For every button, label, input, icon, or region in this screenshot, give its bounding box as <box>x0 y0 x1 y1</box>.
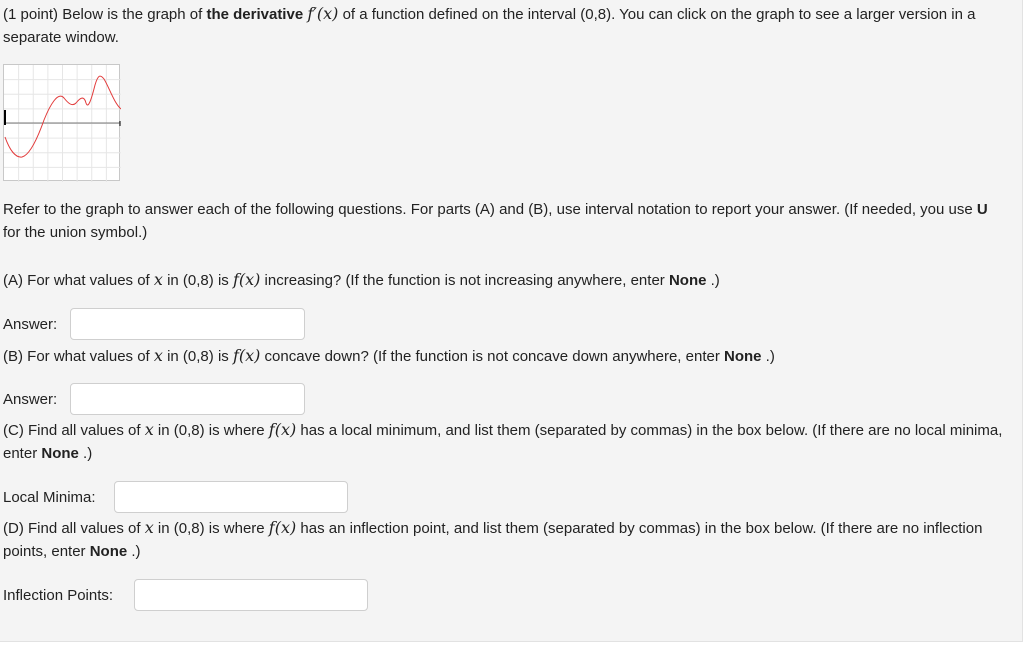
question-c: (C) Find all values of x in (0,8) is where f(x) has a local minimum, and list them (separated by commas) in the box below. (If there are no local minima, enter None .) <box>3 420 1003 462</box>
derivative-graph-thumbnail[interactable] <box>3 64 120 181</box>
question-d: (D) Find all values of x in (0,8) is where f(x) has an inflection point, and list them (separated by commas) in the box below. (If there are no inflection points, enter None .) <box>3 518 983 560</box>
answer-a-input[interactable] <box>70 308 305 340</box>
instructions-text: Refer to the graph to answer each of the following questions. For parts (A) and (B), use interval notation to report your answer. (If needed, you use U for the union symbol.) <box>3 201 988 241</box>
inflection-points-label: Inflection Points: <box>3 587 114 604</box>
fprime-math: f′(x) <box>307 4 339 23</box>
question-a: (A) For what values of x in (0,8) is f(x) increasing? (If the function is not increasing anywhere, enter None .) <box>3 270 720 289</box>
intro-text: (1 point) Below is the graph of the derivative f′(x) of a function defined on the interval (0,8). You can click on the graph to see a larger version in a separate window. <box>3 4 976 46</box>
derivative-graph-svg <box>4 65 121 182</box>
answer-a-label: Answer: <box>3 316 58 333</box>
answer-b-label: Answer: <box>3 391 58 408</box>
x-math: x <box>153 270 163 289</box>
inflection-points-input[interactable] <box>134 579 368 611</box>
x-math: x <box>153 346 163 365</box>
fx-math: f(x) <box>232 270 261 289</box>
question-b: (B) For what values of x in (0,8) is f(x) concave down? (If the function is not concave down anywhere, enter None .) <box>3 346 775 365</box>
x-math: x <box>144 420 154 439</box>
local-minima-label: Local Minima: <box>3 489 96 506</box>
fx-math: f(x) <box>268 420 297 439</box>
fx-math: f(x) <box>268 518 297 537</box>
local-minima-input[interactable] <box>114 481 348 513</box>
answer-b-input[interactable] <box>70 383 305 415</box>
x-math: x <box>144 518 154 537</box>
fx-math: f(x) <box>232 346 261 365</box>
